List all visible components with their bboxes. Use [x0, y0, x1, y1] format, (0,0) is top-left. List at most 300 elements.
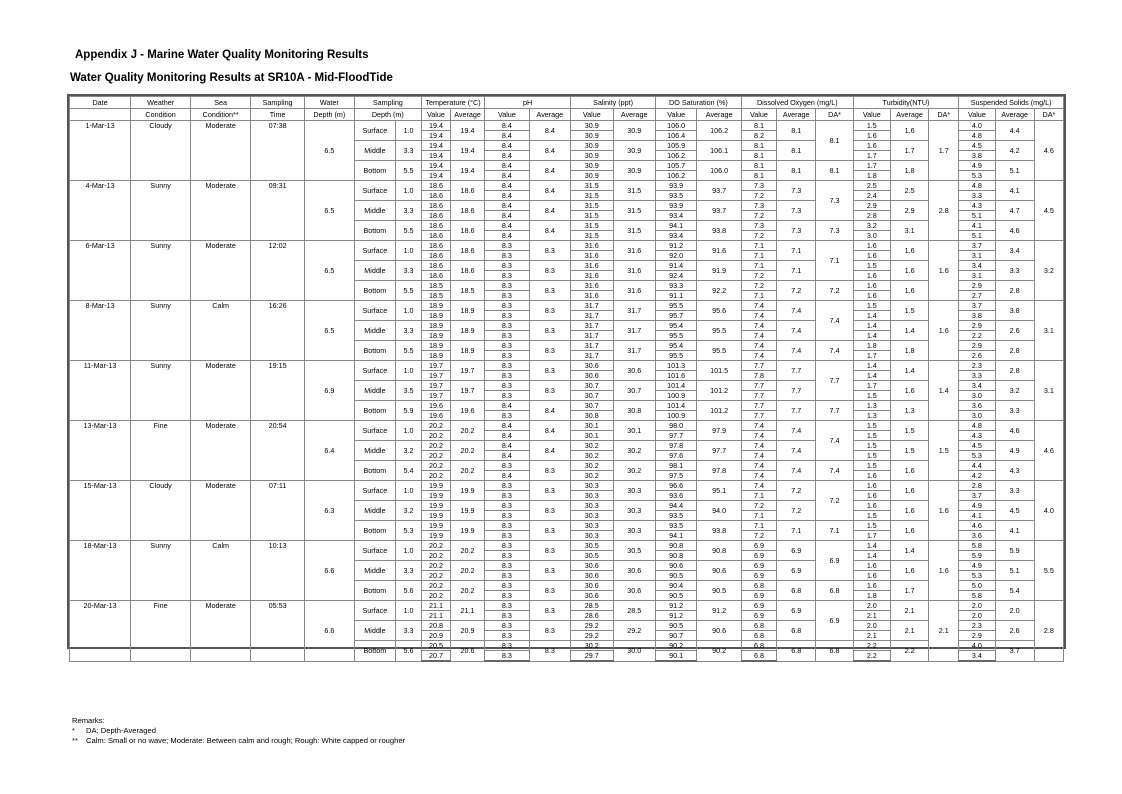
cell-layer-name: Bottom — [354, 521, 395, 541]
cell-ss-value: 4.0 — [959, 641, 995, 651]
cell-sal-average: 30.9 — [613, 141, 655, 161]
cell-ph-average: 8.3 — [529, 341, 570, 361]
cell-ss-average: 4.6 — [995, 421, 1034, 441]
cell-water-depth: 6.5 — [305, 181, 355, 241]
cell-sea: Moderate — [191, 241, 251, 301]
cell-do-value: 7.2 — [741, 501, 776, 511]
cell-turbidity-value: 1.6 — [853, 571, 890, 581]
cell-dos-value: 93.4 — [655, 211, 696, 221]
cell-sal-average: 31.7 — [613, 341, 655, 361]
water-quality-table — [69, 96, 1064, 662]
cell-turbidity-da: 1.6 — [929, 241, 959, 301]
cell-sal-value: 30.3 — [571, 511, 613, 521]
cell-layer-name: Bottom — [354, 641, 395, 662]
cell-ph-average: 8.3 — [529, 241, 570, 261]
cell-temp-value: 19.7 — [421, 361, 450, 371]
cell-temp-average: 20.2 — [450, 581, 484, 601]
cell-ss-average: 3.2 — [995, 381, 1034, 401]
cell-turbidity-value: 2.0 — [853, 621, 890, 631]
cell-temp-average: 19.4 — [450, 141, 484, 161]
column-header: Sampling — [251, 97, 305, 109]
column-header: Dissolved Oxygen (mg/L) — [741, 97, 853, 109]
cell-ph-value: 8.4 — [485, 191, 530, 201]
cell-dos-value: 93.4 — [655, 231, 696, 241]
cell-temp-value: 19.4 — [421, 151, 450, 161]
cell-dos-average: 93.7 — [697, 181, 742, 201]
column-subheader: DA* — [816, 109, 853, 121]
cell-weather: Cloudy — [131, 121, 191, 181]
cell-ss-average: 3.3 — [995, 401, 1034, 421]
cell-turbidity-value: 1.6 — [853, 581, 890, 591]
cell-do-average: 7.7 — [777, 381, 816, 401]
cell-sal-average: 30.3 — [613, 481, 655, 501]
cell-date: 18-Mar-13 — [70, 541, 131, 601]
cell-do-average: 6.8 — [777, 621, 816, 641]
cell-turbidity-average: 2.1 — [890, 621, 928, 641]
cell-ss-value: 4.9 — [959, 161, 995, 171]
cell-ph-average: 8.3 — [529, 581, 570, 601]
cell-turbidity-average: 1.6 — [890, 501, 928, 521]
cell-do-value: 7.1 — [741, 491, 776, 501]
cell-do-average: 6.9 — [777, 601, 816, 621]
cell-layer-name: Middle — [354, 381, 395, 401]
cell-ss-average: 5.1 — [995, 161, 1034, 181]
cell-ph-average: 8.4 — [529, 441, 570, 461]
cell-turbidity-value: 1.4 — [853, 311, 890, 321]
cell-turbidity-value: 1.6 — [853, 251, 890, 261]
cell-ph-value: 8.3 — [485, 271, 530, 281]
remark-marker: ** — [72, 736, 78, 745]
cell-dos-average: 94.0 — [697, 501, 742, 521]
cell-ss-da: 4.6 — [1034, 421, 1063, 481]
cell-temp-value: 18.9 — [421, 301, 450, 311]
cell-ph-average: 8.4 — [529, 161, 570, 181]
cell-do-value: 7.7 — [741, 401, 776, 411]
cell-ph-value: 8.3 — [485, 371, 530, 381]
cell-dos-value: 90.8 — [655, 551, 696, 561]
column-header: Salinity (ppt) — [571, 97, 656, 109]
cell-ss-value: 4.2 — [959, 471, 995, 481]
column-subheader — [70, 109, 131, 121]
cell-turbidity-value: 1.6 — [853, 281, 890, 291]
cell-dos-value: 92.4 — [655, 271, 696, 281]
cell-turbidity-value: 1.6 — [853, 481, 890, 491]
cell-turbidity-da: 1.7 — [929, 121, 959, 181]
cell-turbidity-average: 1.4 — [890, 541, 928, 561]
cell-layer-name: Surface — [354, 121, 395, 141]
cell-sal-average: 30.7 — [613, 381, 655, 401]
cell-dos-average: 90.6 — [697, 621, 742, 641]
cell-water-depth: 6.3 — [305, 481, 355, 541]
cell-temp-value: 20.2 — [421, 461, 450, 471]
cell-ss-value: 2.9 — [959, 321, 995, 331]
cell-ss-value: 5.3 — [959, 451, 995, 461]
cell-weather: Fine — [131, 421, 191, 481]
cell-turbidity-value: 1.4 — [853, 551, 890, 561]
cell-turbidity-value: 1.5 — [853, 391, 890, 401]
column-header: pH — [485, 97, 571, 109]
cell-ph-average: 8.3 — [529, 461, 570, 481]
cell-turbidity-value: 1.5 — [853, 421, 890, 431]
cell-ss-value: 5.9 — [959, 551, 995, 561]
cell-dos-value: 97.6 — [655, 451, 696, 461]
cell-ss-value: 2.6 — [959, 351, 995, 361]
cell-layer-name: Surface — [354, 361, 395, 381]
cell-temp-value: 20.8 — [421, 621, 450, 631]
cell-ph-value: 8.3 — [485, 381, 530, 391]
cell-do-value: 7.1 — [741, 261, 776, 271]
cell-do-value: 7.4 — [741, 341, 776, 351]
cell-sampling-depth: 1.0 — [396, 241, 422, 261]
cell-temp-value: 19.9 — [421, 511, 450, 521]
cell-sal-value: 28.6 — [571, 611, 613, 621]
column-subheader: Average — [890, 109, 928, 121]
cell-do-value: 6.8 — [741, 631, 776, 641]
cell-ph-average: 8.3 — [529, 261, 570, 281]
cell-dos-average: 91.6 — [697, 241, 742, 261]
cell-time: 16:26 — [251, 301, 305, 361]
cell-ph-value: 8.3 — [485, 571, 530, 581]
cell-sal-value: 31.6 — [571, 241, 613, 251]
cell-dos-value: 101.4 — [655, 401, 696, 411]
cell-do-average: 7.4 — [777, 421, 816, 441]
cell-do-average: 7.1 — [777, 521, 816, 541]
column-header: Sea — [191, 97, 251, 109]
cell-sampling-depth: 3.5 — [396, 381, 422, 401]
cell-dos-value: 95.5 — [655, 351, 696, 361]
cell-temp-average: 20.2 — [450, 461, 484, 481]
cell-dos-value: 95.5 — [655, 331, 696, 341]
cell-dos-value: 93.6 — [655, 491, 696, 501]
cell-dos-average: 90.8 — [697, 541, 742, 561]
cell-dos-average: 95.5 — [697, 341, 742, 361]
cell-do-value: 6.9 — [741, 551, 776, 561]
cell-do-value: 8.1 — [741, 151, 776, 161]
cell-do-average: 7.7 — [777, 401, 816, 421]
cell-dos-value: 98.1 — [655, 461, 696, 471]
cell-sal-average: 30.3 — [613, 501, 655, 521]
cell-ph-average: 8.3 — [529, 321, 570, 341]
cell-ph-value: 8.3 — [485, 321, 530, 331]
cell-ss-average: 4.1 — [995, 181, 1034, 201]
cell-layer-name: Bottom — [354, 461, 395, 481]
cell-time: 20:54 — [251, 421, 305, 481]
cell-sal-value: 30.2 — [571, 471, 613, 481]
cell-sampling-depth: 3.2 — [396, 501, 422, 521]
cell-dos-average: 95.6 — [697, 301, 742, 321]
cell-layer-name: Middle — [354, 261, 395, 281]
cell-do-average: 7.4 — [777, 441, 816, 461]
cell-ss-value: 4.9 — [959, 561, 995, 571]
cell-ss-average: 4.7 — [995, 201, 1034, 221]
cell-temp-value: 19.9 — [421, 481, 450, 491]
cell-ss-average: 4.2 — [995, 141, 1034, 161]
cell-time: 09:31 — [251, 181, 305, 241]
cell-turbidity-average: 1.6 — [890, 241, 928, 261]
cell-ph-average: 8.4 — [529, 401, 570, 421]
cell-turbidity-value: 2.8 — [853, 211, 890, 221]
table-row — [70, 241, 1064, 251]
cell-do-da: 7.2 — [816, 481, 853, 521]
cell-ss-value: 2.9 — [959, 281, 995, 291]
table-row — [70, 541, 1064, 551]
cell-sal-average: 29.2 — [613, 621, 655, 641]
cell-turbidity-value: 3.2 — [853, 221, 890, 231]
cell-sampling-depth: 5.3 — [396, 521, 422, 541]
cell-temp-value: 21.1 — [421, 611, 450, 621]
cell-temp-value: 20.2 — [421, 451, 450, 461]
cell-temp-value: 18.6 — [421, 181, 450, 191]
cell-temp-average: 20.2 — [450, 541, 484, 561]
cell-turbidity-average: 1.7 — [890, 581, 928, 601]
cell-do-da: 7.7 — [816, 401, 853, 421]
cell-dos-value: 94.1 — [655, 221, 696, 231]
cell-turbidity-average: 1.6 — [890, 121, 928, 141]
cell-ph-average: 8.3 — [529, 601, 570, 621]
cell-layer-name: Surface — [354, 601, 395, 621]
cell-temp-average: 18.6 — [450, 181, 484, 201]
cell-sal-value: 30.3 — [571, 491, 613, 501]
cell-ph-value: 8.3 — [485, 581, 530, 591]
cell-do-da: 8.1 — [816, 161, 853, 181]
cell-turbidity-value: 1.5 — [853, 301, 890, 311]
cell-ph-value: 8.4 — [485, 131, 530, 141]
cell-do-da: 6.8 — [816, 581, 853, 601]
cell-turbidity-value: 1.6 — [853, 291, 890, 301]
cell-sampling-depth: 1.0 — [396, 541, 422, 561]
cell-ss-value: 2.3 — [959, 361, 995, 371]
cell-ph-average: 8.3 — [529, 521, 570, 541]
cell-turbidity-value: 1.5 — [853, 441, 890, 451]
cell-dos-value: 93.5 — [655, 521, 696, 531]
cell-turbidity-average: 1.8 — [890, 341, 928, 361]
cell-ss-value: 5.3 — [959, 571, 995, 581]
cell-temp-value: 19.9 — [421, 501, 450, 511]
cell-turbidity-value: 1.3 — [853, 401, 890, 411]
cell-turbidity-value: 1.5 — [853, 461, 890, 471]
cell-layer-name: Surface — [354, 421, 395, 441]
cell-do-da: 7.2 — [816, 281, 853, 301]
cell-turbidity-value: 1.7 — [853, 381, 890, 391]
cell-turbidity-value: 1.5 — [853, 451, 890, 461]
cell-temp-average: 19.9 — [450, 501, 484, 521]
cell-ph-average: 8.4 — [529, 121, 570, 141]
cell-dos-value: 95.5 — [655, 301, 696, 311]
cell-sal-value: 30.9 — [571, 151, 613, 161]
cell-ss-value: 4.8 — [959, 131, 995, 141]
cell-sal-average: 31.7 — [613, 321, 655, 341]
column-header: Water — [305, 97, 355, 109]
cell-sampling-depth: 5.6 — [396, 581, 422, 601]
cell-turbidity-value: 2.0 — [853, 601, 890, 611]
cell-ss-value: 3.1 — [959, 251, 995, 261]
cell-ph-value: 8.3 — [485, 301, 530, 311]
cell-ph-value: 8.3 — [485, 551, 530, 561]
cell-do-value: 6.8 — [741, 581, 776, 591]
cell-date: 4-Mar-13 — [70, 181, 131, 241]
cell-do-average: 7.1 — [777, 261, 816, 281]
column-subheader: Average — [529, 109, 570, 121]
cell-do-value: 7.2 — [741, 191, 776, 201]
cell-layer-name: Middle — [354, 321, 395, 341]
cell-turbidity-da: 1.6 — [929, 541, 959, 601]
cell-sal-value: 31.6 — [571, 251, 613, 261]
cell-weather: Sunny — [131, 241, 191, 301]
cell-turbidity-value: 1.6 — [853, 491, 890, 501]
cell-sal-value: 31.5 — [571, 211, 613, 221]
cell-sea: Moderate — [191, 421, 251, 481]
cell-ss-value: 3.7 — [959, 301, 995, 311]
cell-temp-value: 18.6 — [421, 251, 450, 261]
cell-do-value: 7.1 — [741, 241, 776, 251]
cell-dos-value: 100.9 — [655, 391, 696, 401]
cell-ph-value: 8.3 — [485, 311, 530, 321]
cell-ph-value: 8.3 — [485, 251, 530, 261]
cell-weather: Cloudy — [131, 481, 191, 541]
cell-temp-average: 19.7 — [450, 361, 484, 381]
cell-water-depth: 6.5 — [305, 301, 355, 361]
cell-dos-value: 93.5 — [655, 511, 696, 521]
cell-ss-average: 4.5 — [995, 501, 1034, 521]
cell-turbidity-value: 3.0 — [853, 231, 890, 241]
cell-turbidity-da: 1.6 — [929, 481, 959, 541]
cell-do-average: 6.8 — [777, 581, 816, 601]
cell-ss-value: 4.8 — [959, 421, 995, 431]
cell-do-value: 7.4 — [741, 461, 776, 471]
column-subheader: DA* — [1034, 109, 1063, 121]
cell-do-average: 7.1 — [777, 241, 816, 261]
cell-dos-average: 97.8 — [697, 461, 742, 481]
cell-dos-value: 100.9 — [655, 411, 696, 421]
cell-sal-value: 30.5 — [571, 541, 613, 551]
cell-sal-average: 31.6 — [613, 281, 655, 301]
cell-turbidity-da: 2.1 — [929, 601, 959, 662]
cell-dos-value: 106.2 — [655, 151, 696, 161]
cell-dos-value: 90.7 — [655, 631, 696, 641]
cell-ph-value: 8.3 — [485, 541, 530, 551]
cell-ss-average: 2.6 — [995, 321, 1034, 341]
cell-turbidity-value: 2.9 — [853, 201, 890, 211]
cell-turbidity-average: 2.9 — [890, 201, 928, 221]
remark-sea-condition — [72, 736, 405, 746]
cell-do-average: 6.9 — [777, 561, 816, 581]
cell-ph-value: 8.4 — [485, 221, 530, 231]
table-title: Water Quality Monitoring Results at SR10A - Mid-FloodTide — [70, 72, 393, 84]
cell-do-value: 7.4 — [741, 451, 776, 461]
cell-ss-average: 4.9 — [995, 441, 1034, 461]
cell-turbidity-value: 1.6 — [853, 131, 890, 141]
cell-ss-value: 4.5 — [959, 141, 995, 151]
cell-ss-value: 2.2 — [959, 331, 995, 341]
cell-layer-name: Middle — [354, 201, 395, 221]
cell-ph-value: 8.3 — [485, 261, 530, 271]
cell-layer-name: Middle — [354, 501, 395, 521]
cell-sal-value: 30.9 — [571, 141, 613, 151]
cell-turbidity-average: 1.6 — [890, 461, 928, 481]
cell-weather: Sunny — [131, 301, 191, 361]
cell-do-da: 7.4 — [816, 461, 853, 481]
cell-ss-da: 4.0 — [1034, 481, 1063, 541]
cell-sampling-depth: 1.0 — [396, 421, 422, 441]
cell-dos-value: 93.5 — [655, 191, 696, 201]
column-subheader: Condition** — [191, 109, 251, 121]
cell-do-average: 7.2 — [777, 281, 816, 301]
cell-weather: Sunny — [131, 181, 191, 241]
cell-temp-value: 18.5 — [421, 281, 450, 291]
cell-dos-value: 90.2 — [655, 641, 696, 651]
cell-ss-value: 5.8 — [959, 541, 995, 551]
cell-ss-value: 3.7 — [959, 491, 995, 501]
cell-turbidity-value: 1.7 — [853, 531, 890, 541]
cell-ph-value: 8.4 — [485, 141, 530, 151]
cell-weather: Fine — [131, 601, 191, 662]
cell-temp-average: 19.9 — [450, 521, 484, 541]
cell-do-value: 7.4 — [741, 471, 776, 481]
cell-dos-value: 94.4 — [655, 501, 696, 511]
cell-layer-name: Bottom — [354, 401, 395, 421]
cell-do-value: 7.3 — [741, 181, 776, 191]
cell-do-average: 7.4 — [777, 461, 816, 481]
cell-do-value: 7.1 — [741, 521, 776, 531]
cell-do-average: 7.7 — [777, 361, 816, 381]
cell-ph-value: 8.3 — [485, 501, 530, 511]
cell-turbidity-value: 1.6 — [853, 471, 890, 481]
cell-sampling-depth: 3.3 — [396, 261, 422, 281]
column-subheader: Average — [995, 109, 1034, 121]
remark-marker: * — [72, 726, 75, 735]
cell-ss-value: 2.3 — [959, 621, 995, 631]
cell-dos-average: 106.1 — [697, 141, 742, 161]
cell-sampling-depth: 1.0 — [396, 181, 422, 201]
cell-ss-average: 5.4 — [995, 581, 1034, 601]
cell-sal-average: 30.6 — [613, 581, 655, 601]
cell-ph-value: 8.3 — [485, 561, 530, 571]
cell-ss-value: 3.6 — [959, 531, 995, 541]
cell-dos-value: 94.1 — [655, 531, 696, 541]
cell-temp-average: 20.2 — [450, 421, 484, 441]
cell-sampling-depth: 3.3 — [396, 561, 422, 581]
cell-temp-value: 18.6 — [421, 201, 450, 211]
cell-turbidity-da: 1.6 — [929, 301, 959, 361]
cell-sampling-depth: 5.9 — [396, 401, 422, 421]
cell-turbidity-average: 1.6 — [890, 481, 928, 501]
cell-ph-value: 8.4 — [485, 451, 530, 461]
cell-sampling-depth: 5.5 — [396, 221, 422, 241]
cell-sal-value: 30.8 — [571, 411, 613, 421]
cell-do-average: 8.1 — [777, 121, 816, 141]
column-subheader: Value — [655, 109, 696, 121]
cell-temp-average: 20.9 — [450, 621, 484, 641]
cell-dos-average: 106.2 — [697, 121, 742, 141]
cell-temp-value: 18.9 — [421, 331, 450, 341]
cell-sampling-depth: 5.5 — [396, 281, 422, 301]
cell-ss-average: 2.8 — [995, 361, 1034, 381]
cell-ph-value: 8.3 — [485, 361, 530, 371]
cell-sal-average: 30.2 — [613, 461, 655, 481]
cell-sal-average: 30.3 — [613, 521, 655, 541]
cell-do-value: 6.8 — [741, 621, 776, 631]
cell-turbidity-average: 1.5 — [890, 441, 928, 461]
cell-ph-average: 8.3 — [529, 381, 570, 401]
cell-do-average: 7.4 — [777, 321, 816, 341]
cell-sea: Calm — [191, 541, 251, 601]
cell-turbidity-value: 1.5 — [853, 511, 890, 521]
cell-turbidity-value: 1.4 — [853, 331, 890, 341]
cell-layer-name: Surface — [354, 481, 395, 501]
cell-ss-value: 4.1 — [959, 221, 995, 231]
cell-turbidity-average: 1.3 — [890, 401, 928, 421]
cell-temp-value: 18.6 — [421, 231, 450, 241]
